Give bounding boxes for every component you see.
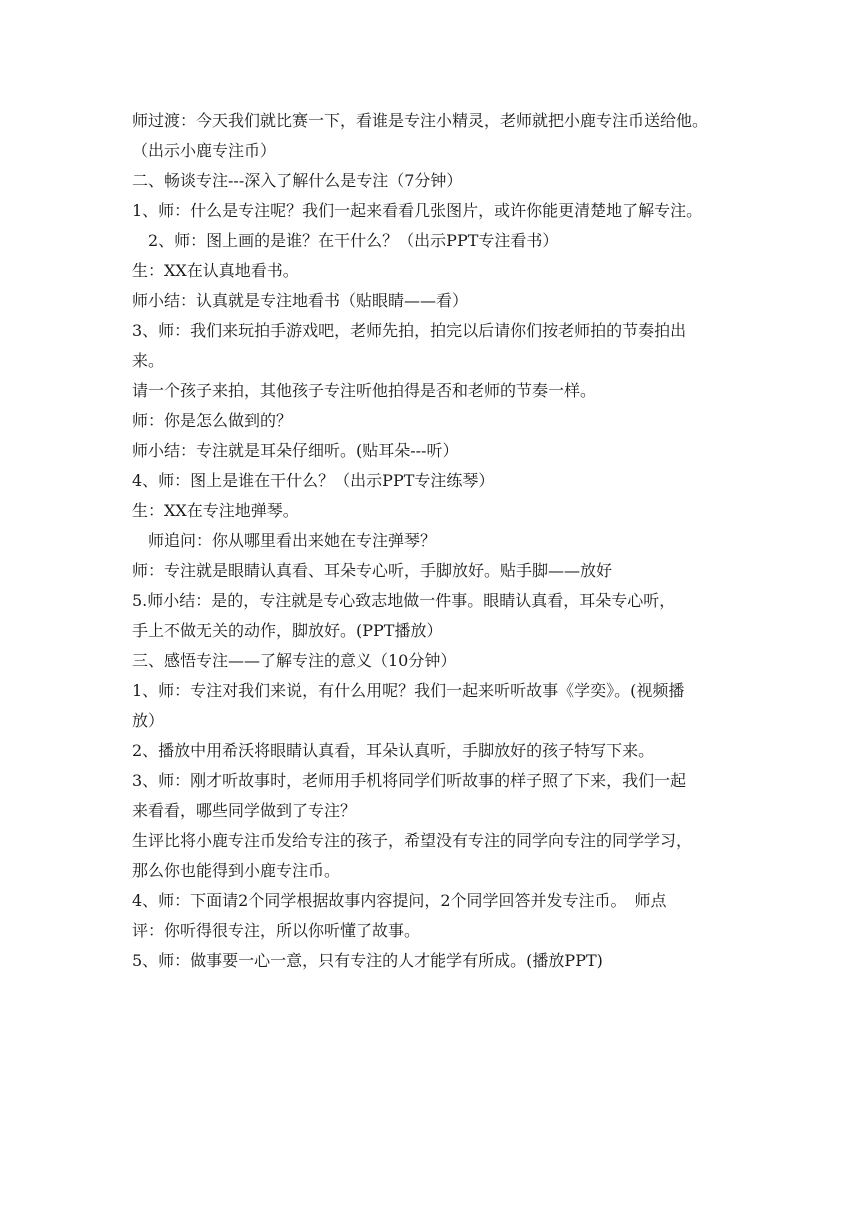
text-line: 师：专注就是眼睛认真看、耳朵专心听，手脚放好。贴手脚——放好 bbox=[132, 561, 613, 580]
text-line: 生评比将小鹿专注币发给专注的孩子，希望没有专注的同学向专注的同学学习， bbox=[132, 831, 693, 850]
text-line: 三、感悟专注——了解专注的意义（10分钟） bbox=[132, 651, 457, 670]
text-line: 来看看，哪些同学做到了专注？ bbox=[132, 801, 357, 820]
text-line: 2、播放中用希沃将眼睛认真看，耳朵认真听，手脚放好的孩子特写下来。 bbox=[132, 741, 655, 760]
text-line: 4、师：图上是谁在干什么？（出示PPT专注练琴） bbox=[132, 471, 495, 490]
text-line: 4、师：下面请2个同学根据故事内容提问，2个同学回答并发专注币。 师点 bbox=[132, 891, 667, 910]
document-body bbox=[132, 106, 742, 976]
text-line: 5、师：做事要一心一意，只有专注的人才能学有所成。(播放PPT) bbox=[132, 951, 603, 970]
text-line: 师小结：认真就是专注地看书（贴眼睛——看） bbox=[132, 291, 469, 310]
text-line: 二、畅谈专注---深入了解什么是专注（7分钟） bbox=[132, 171, 463, 190]
text-line: （出示小鹿专注币） bbox=[132, 141, 277, 160]
text-line: 1、师：专注对我们来说，有什么用呢？我们一起来听听故事《学奕》。(视频播 bbox=[132, 681, 685, 700]
text-line: 2、师：图上画的是谁？在干什么？（出示PPT专注看书） bbox=[148, 231, 559, 250]
text-line: 师过渡：今天我们就比赛一下，看谁是专注小精灵，老师就把小鹿专注币送给他。 bbox=[132, 111, 709, 130]
text-line: 来。 bbox=[132, 351, 165, 370]
text-line: 师追问：你从哪里看出来她在专注弹琴？ bbox=[148, 531, 437, 550]
text-line: 放） bbox=[132, 711, 165, 730]
text-line: 3、师：刚才听故事时，老师用手机将同学们听故事的样子照了下来，我们一起 bbox=[132, 771, 687, 790]
text-line: 生：XX在专注地弹琴。 bbox=[132, 501, 299, 520]
text-line: 请一个孩子来拍，其他孩子专注听他拍得是否和老师的节奏一样。 bbox=[132, 381, 597, 400]
text-line: 那么你也能得到小鹿专注币。 bbox=[132, 861, 341, 880]
text-line: 师：你是怎么做到的？ bbox=[132, 411, 293, 430]
text-line: 师小结：专注就是耳朵仔细听。(贴耳朵---听） bbox=[132, 441, 459, 460]
text-line: 手上不做无关的动作，脚放好。(PPT播放） bbox=[132, 621, 443, 640]
text-line: 5.师小结：是的，专注就是专心致志地做一件事。眼睛认真看，耳朵专心听， bbox=[132, 591, 676, 610]
text-line: 生：XX在认真地看书。 bbox=[132, 261, 299, 280]
text-line: 1、师：什么是专注呢？我们一起来看看几张图片，或许你能更清楚地了解专注。 bbox=[132, 201, 703, 220]
text-line: 3、师：我们来玩拍手游戏吧，老师先拍，拍完以后请你们按老师拍的节奏拍出 bbox=[132, 321, 687, 340]
text-line: 评：你听得很专注，所以你听懂了故事。 bbox=[132, 921, 421, 940]
